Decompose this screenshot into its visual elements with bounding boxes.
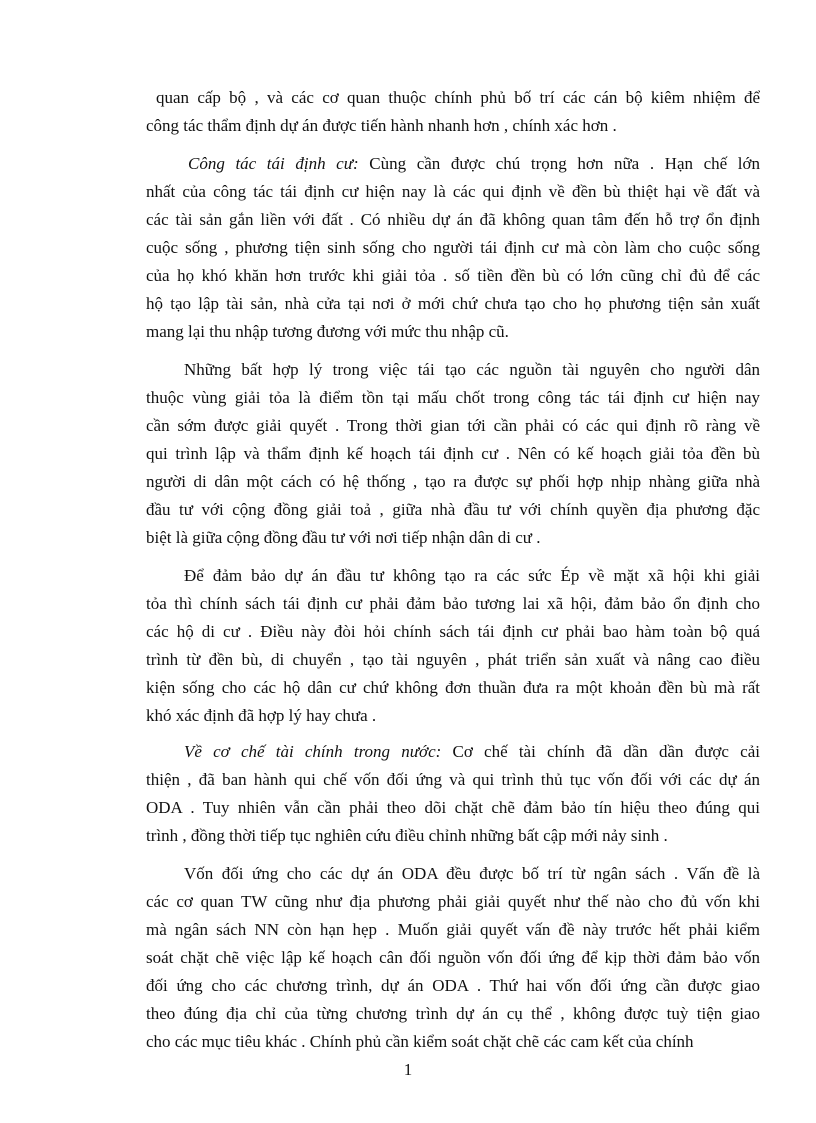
text-line	[146, 738, 760, 766]
text-line: người di dân một cách có hệ thống , tạo ra được sự phối hợp nhịp nhàng giữa nhà	[146, 472, 760, 491]
text-line: soát chặt chẽ việc lập kế hoạch cân đối nguồn vốn đối ứng để kịp thời đảm bảo vốn	[146, 948, 760, 967]
section-lead: Về cơ chế tài chính trong nước:	[184, 742, 442, 761]
page-number: 1	[403, 1060, 413, 1079]
text-line: Vốn đối ứng cho các dự án ODA đều được bố trí từ ngân sách . Vấn đề là	[184, 864, 760, 883]
text-line: kiện sống cho các hộ dân cư chứ không đơn thuần đưa ra một khoản đền bù mà rất	[146, 678, 760, 697]
text-line: khó xác định đã hợp lý hay chưa .	[146, 706, 377, 725]
text-line: trình từ đền bù, di chuyển , tạo tài nguyên , phát triển sản xuất và nâng cao điều	[146, 650, 760, 669]
paragraph	[146, 738, 760, 850]
text-line: mang lại thu nhập tương đương với mức thu nhập cũ.	[146, 322, 509, 341]
paragraph	[146, 84, 760, 140]
text-line: quan cấp bộ , và các cơ quan thuộc chính phủ bố trí các cán bộ kiêm nhiệm để	[156, 88, 760, 107]
text-line: cần sớm được giải quyết . Trong thời gian tới cần phải có các qui định rõ ràng về	[146, 416, 760, 435]
text-line: đầu tư với cộng đồng giải toả , giữa nhà đầu tư với chính quyền địa phương đặc	[146, 500, 760, 519]
paragraph	[146, 356, 760, 552]
text-line: thiện , đã ban hành qui chế vốn đối ứng và qui trình thủ tục vốn đối với các dự án	[146, 770, 760, 789]
text-line: biệt là giữa cộng đồng đầu tư với nơi tiếp nhận dân di cư .	[146, 528, 541, 547]
text-line: công tác thẩm định dự án được tiến hành nhanh hơn , chính xác hơn .	[146, 116, 617, 135]
line-text: Cơ chế tài chính đã dần dần được cải	[441, 742, 760, 761]
paragraph	[146, 150, 760, 346]
line-text: Cùng cần được chú trọng hơn nữa . Hạn chế lớn	[358, 154, 760, 173]
text-line: cho các mục tiêu khác . Chính phủ cần kiểm soát chặt chẽ các cam kết của chính	[146, 1032, 694, 1051]
paragraph	[146, 860, 760, 1056]
text-line: các tài sản gắn liền với đất . Có nhiều dự án đã không quan tâm đến hỗ trợ ổn định	[146, 210, 760, 229]
section-lead: Công tác tái định cư:	[188, 154, 359, 173]
text-line: tỏa thì chính sách tái định cư phải đảm bảo tương lai xã hội, đảm bảo ổn định cho	[146, 594, 760, 613]
text-line: nhất của công tác tái định cư hiện nay là các qui định về đền bù thiệt hại về đất và	[146, 182, 760, 201]
text-line: ODA . Tuy nhiên vẫn cần phải theo dõi chặt chẽ đảm bảo tín hiệu theo đúng qui	[146, 798, 760, 817]
text-line: của họ khó khăn hơn trước khi giải tỏa . số tiền đền bù có lớn cũng chỉ đủ để các	[146, 266, 760, 285]
text-line: Để đảm bảo dự án đầu tư không tạo ra các sức Ép về mặt xã hội khi giải	[184, 566, 760, 585]
text-line: mà ngân sách NN còn hạn hẹp . Muốn giải quyết vấn đề này trước hết phải kiểm	[146, 920, 760, 939]
document-body	[146, 84, 760, 1056]
text-line	[146, 150, 760, 178]
text-line: các hộ di cư . Điều này đòi hỏi chính sách tái định cư phải bao hàm toàn bộ quá	[146, 622, 760, 641]
text-line: theo đúng địa chỉ của từng chương trình dự án cụ thể , không được tuỳ tiện giao	[146, 1004, 760, 1023]
text-line: thuộc vùng giải tỏa là điểm tồn tại mấu chốt trong công tác tái định cư hiện nay	[146, 388, 760, 407]
text-line: cuộc sống , phương tiện sinh sống cho người tái định cư mà còn làm cho cuộc sống	[146, 238, 760, 257]
text-line: hộ tạo lập tài sản, nhà cửa tại nơi ở mới chứ chưa tạo cho họ phương tiện sản xuất	[146, 294, 760, 313]
paragraph	[146, 562, 760, 730]
text-line: đối ứng cho các chương trình, dự án ODA . Thứ hai vốn đối ứng cần được giao	[146, 976, 760, 995]
text-line: trình , đồng thời tiếp tục nghiên cứu điều chỉnh những bất cập mới nảy sinh .	[146, 826, 668, 845]
text-line: các cơ quan TW cũng như địa phương phải giải quyết như thế nào cho đủ vốn khi	[146, 892, 760, 911]
text-line: qui trình lập và thẩm định kế hoạch tái định cư . Nên có kế hoạch giải tỏa đền bù	[146, 444, 760, 463]
text-line: Những bất hợp lý trong việc tái tạo các nguồn tài nguyên cho người dân	[184, 360, 760, 379]
